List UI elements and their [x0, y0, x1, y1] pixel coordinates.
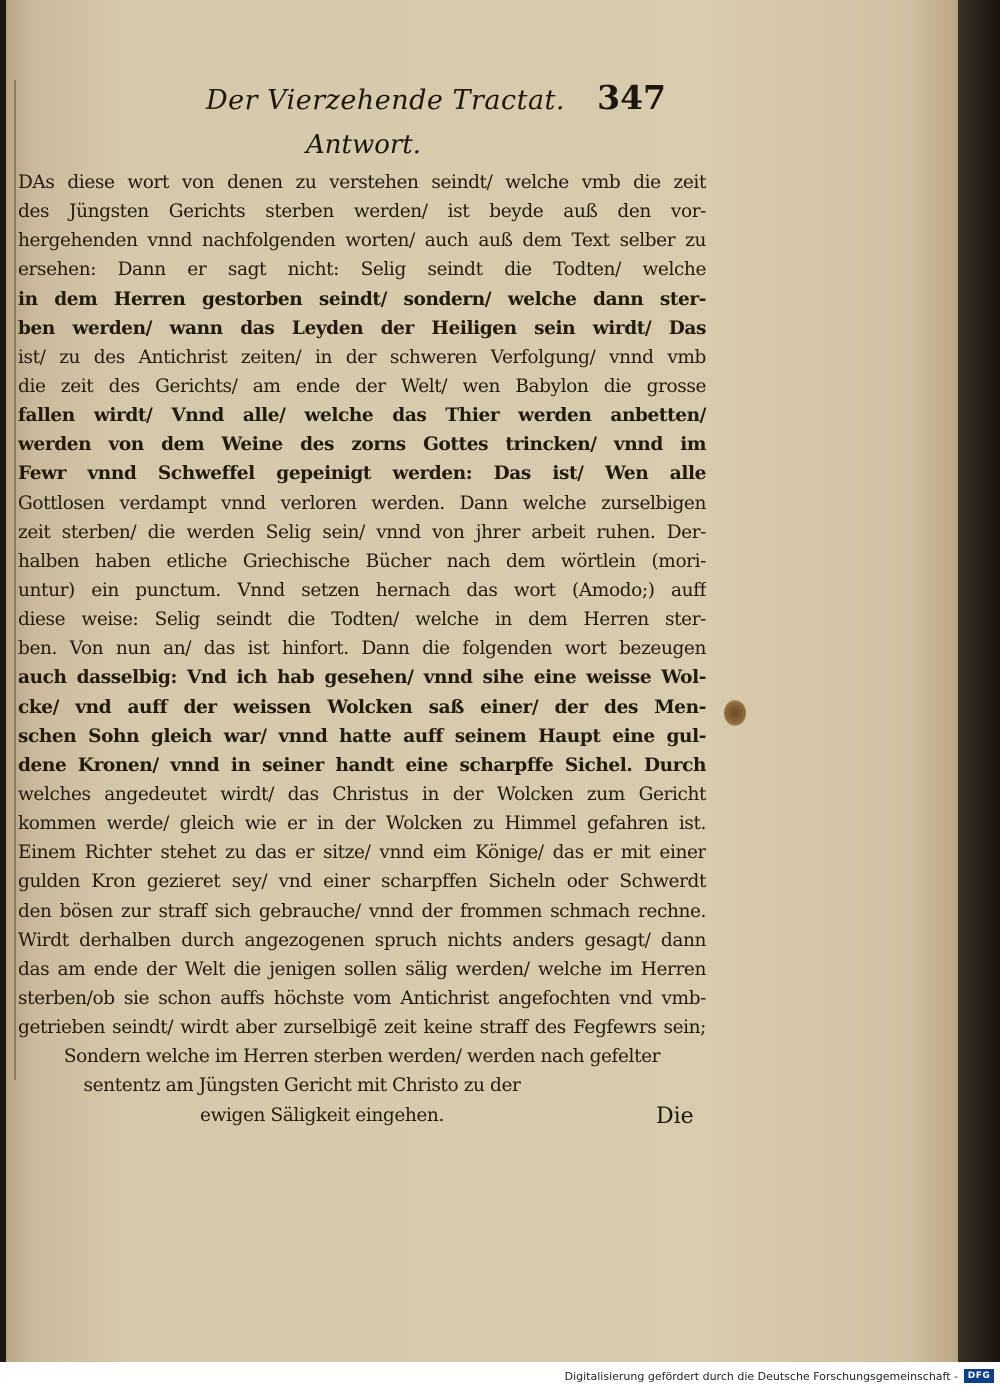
catchword: Die — [656, 1104, 694, 1129]
text-line: schen Sohn gleich war/ vnnd hatte auff seinem Haupt eine gul- — [18, 725, 706, 747]
text-line: diese weise: Selig seindt die Todten/ welche in dem Herren ster- — [18, 609, 706, 631]
text-line: ben werden/ wann das Leyden der Heiligen sein wirdt/ Das — [18, 317, 706, 339]
ink-blot — [724, 700, 746, 726]
text-line: DAs diese wort von denen zu verstehen seindt/ welche vmb die zeit — [18, 172, 706, 193]
text-line: Sondern welche im Herren sterben werden/ werden nach gefelter — [63, 1046, 661, 1068]
text-line: untur) ein punctum. Vnnd setzen hernach das wort (Amodo;) auff — [18, 579, 706, 601]
text-line: zeit sterben/ die werden Selig sein/ vnnd von jhrer arbeit ruhen. Der- — [18, 521, 706, 543]
section-heading: Antwort. — [306, 130, 422, 160]
text-line: Fewr vnnd Schweffel gepeinigt werden: Das ist/ Wen alle — [18, 463, 706, 485]
page-number: 347 — [597, 78, 666, 117]
text-line: Wirdt derhalben durch angezogenen spruch nichts anders gesagt/ dann — [18, 929, 706, 951]
text-line: hergehenden vnnd nachfolgenden worten/ auch auß dem Text selber zu — [18, 230, 706, 252]
text-line: getrieben seindt/ wirdt aber zurselbigē zeit keine straff des Fegfewrs sein; — [18, 1017, 706, 1039]
text-line: werden von dem Weine des zorns Gottes trincken/ vnnd im — [18, 434, 706, 456]
text-line: sententz am Jüngsten Gericht mit Christo zu der — [83, 1075, 521, 1097]
scan-background-edge — [958, 0, 1000, 1362]
footer-bar — [0, 1362, 1000, 1390]
text-line: ist/ zu des Antichrist zeiten/ in der schweren Verfolgung/ vnnd vmb — [18, 346, 706, 368]
text-line: cke/ vnd auff der weissen Wolcken saß einer/ der des Men- — [18, 696, 706, 718]
text-line: halben haben etliche Griechische Bücher nach dem wörtlein (mori- — [18, 550, 706, 572]
paper-sheet — [6, 0, 958, 1362]
running-title: Der Vierzehende Tractat. — [206, 85, 565, 116]
text-line: welches angedeutet wirdt/ das Christus in der Wolcken zum Gericht — [18, 783, 706, 805]
binding-edge — [14, 80, 16, 1080]
text-line: kommen werde/ gleich wie er in der Wolcken zu Himmel gefahren ist. — [18, 813, 706, 835]
text-line: das am ende der Welt die jenigen sollen sälig werden/ welche im Herren — [18, 958, 706, 980]
text-line: den bösen zur straff sich gebrauche/ vnnd der frommen schmach rechne. — [18, 900, 706, 922]
text-line: gulden Kron gezieret sey/ vnd einer scharpffen Sicheln oder Schwerdt — [18, 871, 706, 893]
text-line: in dem Herren gestorben seindt/ sondern/ welche dann ster- — [18, 288, 706, 310]
text-line: ewigen Säligkeit eingehen. — [200, 1104, 444, 1126]
dfg-logo: DFG — [964, 1369, 994, 1383]
text-line: die zeit des Gerichts/ am ende der Welt/ wen Babylon die grosse — [18, 375, 706, 397]
text-line: fallen wirdt/ Vnnd alle/ welche das Thier werden anbetten/ — [18, 405, 706, 427]
running-head — [206, 78, 666, 118]
text-line: auch dasselbig: Vnd ich hab gesehen/ vnnd sihe eine weisse Wol- — [18, 667, 706, 689]
text-line: Einem Richter stehet zu das er sitze/ vnnd eim Könige/ das er mit einer — [18, 842, 706, 864]
text-line: dene Kronen/ vnnd in seiner handt eine scharpffe Sichel. Durch — [18, 754, 706, 776]
text-line: Gottlosen verdampt vnnd verloren werden. Dann welche zurselbigen — [18, 492, 706, 514]
text-line: ben. Von nun an/ das ist hinfort. Dann die folgenden wort bezeugen — [18, 638, 706, 660]
funding-credit: Digitalisierung gefördert durch die Deutsche Forschungsgemeinschaft - — [564, 1369, 958, 1383]
text-line: des Jüngsten Gerichts sterben werden/ ist beyde auß den vor- — [18, 201, 706, 223]
body-text — [18, 168, 706, 1130]
text-line: sterben/ob sie schon auffs höchste vom Antichrist angefochten vnd vmb- — [18, 987, 706, 1009]
text-line: ersehen: Dann er sagt nicht: Selig seindt die Todten/ welche — [18, 259, 706, 281]
